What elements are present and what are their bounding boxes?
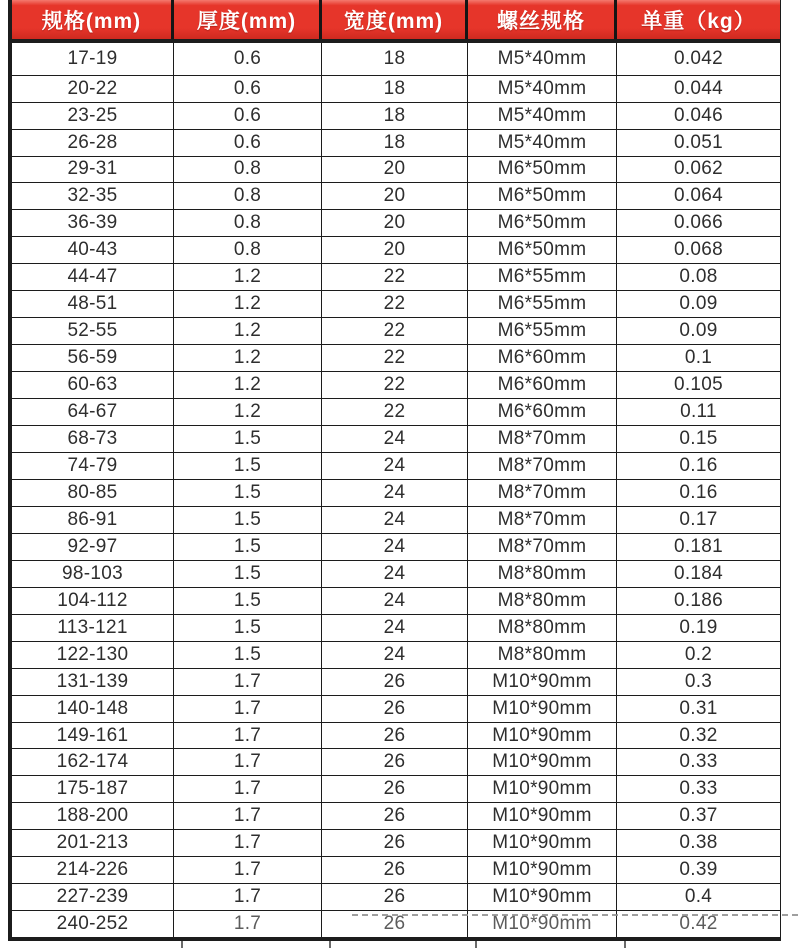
- cell-thickness: 1.2: [174, 264, 322, 290]
- cell-spec: 113-121: [12, 615, 174, 641]
- cell-spec: 98-103: [12, 561, 174, 587]
- cell-screw: M6*55mm: [468, 318, 617, 344]
- cell-screw: M10*90mm: [468, 776, 617, 802]
- cell-thickness: 0.8: [174, 237, 322, 263]
- cell-screw: M6*60mm: [468, 372, 617, 398]
- cell-weight: 0.16: [679, 454, 718, 476]
- cell-thickness: 1.2: [174, 291, 322, 317]
- table-row: [12, 76, 780, 103]
- cell-spec: 122-130: [12, 642, 174, 668]
- cell-screw: M8*70mm: [468, 453, 617, 479]
- cell-spec: 104-112: [12, 588, 174, 614]
- cell-screw: M5*40mm: [468, 43, 617, 75]
- cell-width: 24: [322, 534, 468, 560]
- table-row: [12, 426, 780, 453]
- table-row: [12, 183, 780, 210]
- cell-width: 24: [322, 588, 468, 614]
- table-row: [12, 534, 780, 561]
- cell-weight: 0.33: [679, 778, 718, 800]
- cell-screw: M10*90mm: [468, 884, 617, 910]
- header-screw: 螺丝规格: [468, 0, 617, 39]
- cell-spec: 92-97: [12, 534, 174, 560]
- cell-screw: M8*80mm: [468, 615, 617, 641]
- cell-thickness: 1.5: [174, 453, 322, 479]
- cell-width: 26: [322, 911, 468, 937]
- cell-weight: 0.042: [673, 47, 724, 69]
- table-row: [12, 103, 780, 130]
- cell-width: 24: [322, 561, 468, 587]
- cell-width: 26: [322, 776, 468, 802]
- table-row: [12, 237, 780, 264]
- header-spec: 规格(mm): [12, 0, 174, 39]
- cell-screw: M10*90mm: [468, 749, 617, 775]
- cell-screw: M8*80mm: [468, 588, 617, 614]
- cell-weight: 0.066: [673, 212, 724, 234]
- table-row: [12, 749, 780, 776]
- cell-thickness: 0.8: [174, 157, 322, 183]
- table-row: [12, 723, 780, 750]
- cell-thickness: 1.5: [174, 588, 322, 614]
- cell-weight: 0.33: [679, 751, 718, 773]
- table-row: [12, 830, 780, 857]
- spec-table: [8, 0, 781, 941]
- column-divider-stub: [475, 941, 477, 948]
- cell-width: 26: [322, 723, 468, 749]
- cell-screw: M8*70mm: [468, 534, 617, 560]
- cell-weight: 0.17: [679, 508, 718, 530]
- cell-weight: 0.38: [679, 832, 718, 854]
- cell-width: 22: [322, 345, 468, 371]
- table-row: [12, 561, 780, 588]
- cell-thickness: 1.7: [174, 857, 322, 883]
- cell-width: 24: [322, 507, 468, 533]
- cell-weight: 0.19: [679, 616, 718, 638]
- cell-screw: M8*70mm: [468, 426, 617, 452]
- cell-screw: M8*80mm: [468, 561, 617, 587]
- cell-thickness: 1.5: [174, 507, 322, 533]
- cell-screw: M5*40mm: [468, 130, 617, 156]
- cell-weight: 0.4: [684, 886, 713, 908]
- cell-width: 18: [322, 130, 468, 156]
- table-row: [12, 453, 780, 480]
- cell-weight: 0.062: [673, 158, 724, 180]
- cell-spec: 64-67: [12, 399, 174, 425]
- cell-weight: 0.046: [673, 104, 724, 126]
- table-row: [12, 43, 780, 76]
- cell-spec: 214-226: [12, 857, 174, 883]
- table-row: [12, 291, 780, 318]
- cell-spec: 48-51: [12, 291, 174, 317]
- table-row: [12, 696, 780, 723]
- table-row: [12, 588, 780, 615]
- cell-thickness: 1.5: [174, 615, 322, 641]
- cell-thickness: 1.7: [174, 911, 322, 937]
- cell-thickness: 0.6: [174, 130, 322, 156]
- cell-screw: M10*90mm: [468, 723, 617, 749]
- cell-width: 18: [322, 103, 468, 129]
- cell-width: 22: [322, 264, 468, 290]
- cell-weight: 0.39: [679, 859, 718, 881]
- cell-thickness: 1.2: [174, 318, 322, 344]
- cell-spec: 17-19: [12, 43, 174, 75]
- cell-screw: M6*55mm: [468, 291, 617, 317]
- cell-thickness: 1.7: [174, 669, 322, 695]
- cell-weight: 0.11: [680, 401, 717, 423]
- cell-thickness: 1.2: [174, 372, 322, 398]
- cell-weight: 0.09: [679, 320, 718, 342]
- cell-spec: 149-161: [12, 723, 174, 749]
- table-row: [12, 264, 780, 291]
- cell-spec: 175-187: [12, 776, 174, 802]
- table-row: [12, 157, 780, 184]
- cell-weight: 0.42: [679, 913, 718, 935]
- cell-thickness: 0.6: [174, 103, 322, 129]
- cell-thickness: 1.2: [174, 345, 322, 371]
- cell-weight: 0.09: [679, 293, 718, 315]
- cell-thickness: 1.7: [174, 884, 322, 910]
- cell-width: 26: [322, 749, 468, 775]
- cell-screw: M6*50mm: [468, 183, 617, 209]
- cell-thickness: 0.6: [174, 76, 322, 102]
- cell-thickness: 1.7: [174, 723, 322, 749]
- cell-screw: M10*90mm: [468, 803, 617, 829]
- cell-width: 20: [322, 210, 468, 236]
- cell-width: 24: [322, 453, 468, 479]
- cell-width: 26: [322, 696, 468, 722]
- cell-width: 22: [322, 399, 468, 425]
- cell-screw: M10*90mm: [468, 696, 617, 722]
- cell-spec: 86-91: [12, 507, 174, 533]
- table-row: [12, 399, 780, 426]
- table-row: [12, 803, 780, 830]
- cell-width: 24: [322, 615, 468, 641]
- cell-thickness: 1.5: [174, 642, 322, 668]
- cell-weight: 0.064: [673, 185, 724, 207]
- cell-weight: 0.1: [684, 347, 713, 369]
- cell-weight: 0.2: [684, 643, 713, 665]
- cell-spec: 80-85: [12, 480, 174, 506]
- cell-weight: 0.184: [673, 562, 724, 584]
- cell-weight: 0.186: [673, 589, 724, 611]
- cell-spec: 26-28: [12, 130, 174, 156]
- cell-width: 26: [322, 830, 468, 856]
- cell-spec: 40-43: [12, 237, 174, 263]
- cell-screw: M6*55mm: [468, 264, 617, 290]
- cell-weight: 0.37: [679, 805, 718, 827]
- cell-screw: M6*60mm: [468, 399, 617, 425]
- cell-width: 20: [322, 183, 468, 209]
- cell-screw: M6*50mm: [468, 210, 617, 236]
- cell-screw: M10*90mm: [468, 911, 617, 937]
- cell-spec: 29-31: [12, 157, 174, 183]
- cell-weight: 0.068: [673, 239, 724, 261]
- table-row: [12, 130, 780, 157]
- cell-spec: 227-239: [12, 884, 174, 910]
- header-thickness: 厚度(mm): [174, 0, 322, 39]
- cell-weight: 0.181: [673, 535, 724, 557]
- cell-spec: 44-47: [12, 264, 174, 290]
- cell-spec: 56-59: [12, 345, 174, 371]
- cell-spec: 240-252: [12, 911, 174, 937]
- table-row: [12, 372, 780, 399]
- cell-width: 24: [322, 480, 468, 506]
- cell-width: 22: [322, 318, 468, 344]
- cell-spec: 201-213: [12, 830, 174, 856]
- cell-thickness: 1.7: [174, 749, 322, 775]
- cell-width: 18: [322, 43, 468, 75]
- cell-screw: M8*80mm: [468, 642, 617, 668]
- cell-width: 26: [322, 669, 468, 695]
- table-row: [12, 642, 780, 669]
- cell-spec: 162-174: [12, 749, 174, 775]
- cell-weight: 0.3: [684, 670, 713, 692]
- cell-spec: 131-139: [12, 669, 174, 695]
- cell-thickness: 1.7: [174, 696, 322, 722]
- table-row: [12, 507, 780, 534]
- cell-thickness: 1.2: [174, 399, 322, 425]
- cell-weight: 0.044: [673, 77, 724, 99]
- cell-screw: M6*50mm: [468, 157, 617, 183]
- cell-spec: 68-73: [12, 426, 174, 452]
- table-row: [12, 911, 780, 937]
- cell-spec: 140-148: [12, 696, 174, 722]
- table-header-row: [12, 0, 780, 43]
- column-divider-stub: [329, 941, 331, 948]
- cell-width: 26: [322, 884, 468, 910]
- cell-screw: M5*40mm: [468, 76, 617, 102]
- cell-thickness: 1.7: [174, 803, 322, 829]
- cell-thickness: 0.8: [174, 210, 322, 236]
- cell-spec: 20-22: [12, 76, 174, 102]
- header-width: 宽度(mm): [322, 0, 468, 39]
- table-row: [12, 345, 780, 372]
- table-row: [12, 669, 780, 696]
- cell-width: 18: [322, 76, 468, 102]
- cell-width: 24: [322, 426, 468, 452]
- cell-spec: 188-200: [12, 803, 174, 829]
- cell-spec: 36-39: [12, 210, 174, 236]
- cell-thickness: 1.5: [174, 480, 322, 506]
- cell-thickness: 1.5: [174, 561, 322, 587]
- header-weight: 单重（kg）: [641, 9, 756, 33]
- cell-thickness: 1.5: [174, 426, 322, 452]
- cell-spec: 52-55: [12, 318, 174, 344]
- cell-screw: M10*90mm: [468, 830, 617, 856]
- cell-screw: M8*70mm: [468, 507, 617, 533]
- cell-screw: M8*70mm: [468, 480, 617, 506]
- cell-width: 22: [322, 372, 468, 398]
- table-row: [12, 210, 780, 237]
- table-row: [12, 857, 780, 884]
- cell-weight: 0.105: [673, 374, 724, 396]
- cell-weight: 0.051: [673, 131, 724, 153]
- cell-screw: M10*90mm: [468, 857, 617, 883]
- cell-thickness: 0.8: [174, 183, 322, 209]
- cell-screw: M5*40mm: [468, 103, 617, 129]
- cell-screw: M6*60mm: [468, 345, 617, 371]
- table-row: [12, 615, 780, 642]
- cell-weight: 0.08: [679, 266, 718, 288]
- cell-width: 24: [322, 642, 468, 668]
- column-divider-stub: [624, 941, 626, 948]
- cell-spec: 60-63: [12, 372, 174, 398]
- cell-weight: 0.15: [679, 428, 718, 450]
- cell-width: 26: [322, 857, 468, 883]
- cell-width: 20: [322, 157, 468, 183]
- cell-spec: 32-35: [12, 183, 174, 209]
- cell-thickness: 1.7: [174, 830, 322, 856]
- table-body: [12, 43, 780, 937]
- cell-spec: 74-79: [12, 453, 174, 479]
- cell-weight: 0.31: [679, 697, 718, 719]
- cell-thickness: 1.7: [174, 776, 322, 802]
- cell-spec: 23-25: [12, 103, 174, 129]
- cell-weight: 0.32: [679, 724, 718, 746]
- cell-weight: 0.16: [679, 481, 718, 503]
- cell-width: 22: [322, 291, 468, 317]
- table-row: [12, 776, 780, 803]
- cell-thickness: 1.5: [174, 534, 322, 560]
- cell-width: 20: [322, 237, 468, 263]
- table-row: [12, 318, 780, 345]
- column-divider-stub: [181, 941, 183, 948]
- cell-screw: M6*50mm: [468, 237, 617, 263]
- cell-screw: M10*90mm: [468, 669, 617, 695]
- cell-width: 26: [322, 803, 468, 829]
- cell-thickness: 0.6: [174, 43, 322, 75]
- table-row: [12, 884, 780, 911]
- table-row: [12, 480, 780, 507]
